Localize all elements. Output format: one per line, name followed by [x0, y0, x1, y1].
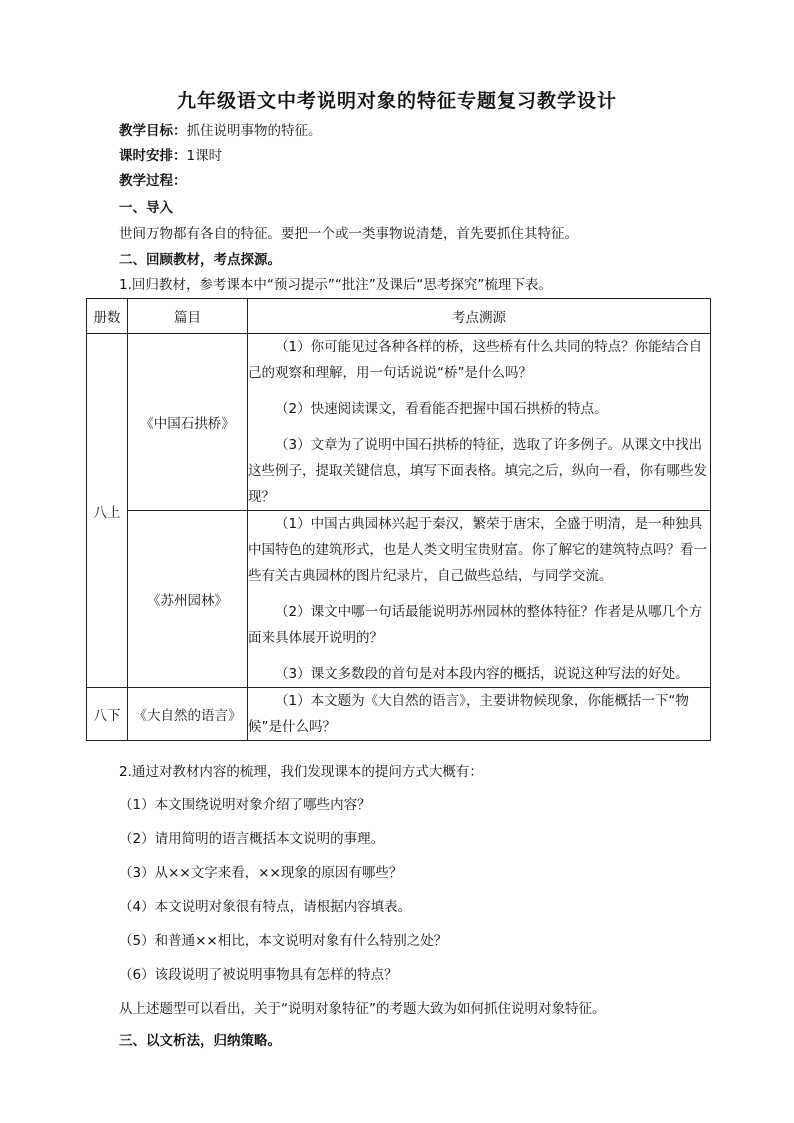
title-cell: 《大自然的语言》 [128, 688, 248, 741]
conclusion-text: 从上述题型可以看出，关于“说明对象特征”的考题大致为如何抓住说明对象特征。 [119, 1001, 606, 1017]
section1-text: 世间万物都有各自的特征。要把一个或一类事物说清楚，首先要抓住其特征。 [119, 226, 578, 242]
question-item: （2）请用简明的语言概括本文说明的事理。 [119, 831, 385, 847]
source-item: （2）课文中哪一句话最能说明苏州园林的整体特征？作者是从哪几个方面来具体展开说明的？ [248, 604, 703, 646]
header-volume: 册数 [87, 299, 128, 334]
textbook-table [86, 298, 711, 741]
source-item: （3）课文多数段的首句是对本段内容的概括，说说这种写法的好处。 [275, 666, 689, 682]
question-item: （1）本文围绕说明对象介绍了哪些内容？ [119, 797, 371, 813]
table-row [87, 688, 711, 741]
title-cell: 《苏州园林》 [128, 511, 248, 688]
source-item: （1）本文题为《大自然的语言》，主要讲物候现象，你能概括一下“物候”是什么吗？ [248, 693, 689, 735]
question-item: （5）和普通××相比，本文说明对象有什么特别之处？ [119, 933, 448, 949]
question-item: （4）本文说明对象很有特点，请根据内容填表。 [119, 899, 412, 915]
volume-cell-1: 八上 [87, 334, 128, 688]
section3-heading: 三、以文析法，归纳策略。 [119, 1033, 281, 1049]
part2-intro: 2.通过对教材内容的梳理，我们发现课本的提问方式大概有： [119, 764, 483, 780]
source-item: （3）文章为了说明中国石拱桥的特征，选取了许多例子。从课文中找出这些例子，提取关键信息，填写下面表格。填完之后，纵向一看，你有哪些发现？ [248, 437, 707, 505]
schedule-label: 课时安排： [119, 148, 187, 164]
document-title: 九年级语文中考说明对象的特征专题复习教学设计 [176, 90, 617, 112]
table-header-row [87, 299, 711, 334]
source-item: （1）中国古典园林兴起于秦汉，繁荣于唐宋，全盛于明清，是一种独具中国特色的建筑形式，也是人类文明宝贵财富。你了解它的建筑特点吗？看一些有关古典园林的图片纪录片，自己做些总结，与同学交流。 [248, 516, 707, 584]
section2-intro: 1.回归教材，参考课本中“预习提示”“批注”及课后“思考探究”梳理下表。 [119, 277, 552, 293]
process-label: 教学过程： [119, 173, 187, 189]
question-item: （3）从××文字来看，××现象的原因有哪些？ [119, 865, 403, 881]
source-cell [248, 688, 711, 741]
volume-cell-2: 八下 [87, 688, 128, 741]
schedule-line [119, 146, 222, 166]
table-row [87, 511, 711, 688]
source-cell [248, 334, 711, 511]
goal-line [119, 121, 322, 141]
source-item: （2）快速阅读课文，看看能否把握中国石拱桥的特点。 [275, 401, 608, 417]
header-title: 篇目 [128, 299, 248, 334]
goal-label: 教学目标： [119, 123, 187, 139]
table-row [87, 334, 711, 511]
source-item: （1）你可能见过各种各样的桥，这些桥有什么共同的特点？你能结合自己的观察和理解，用一句话说说“桥”是什么吗？ [248, 339, 703, 381]
section2-heading: 二、回顾教材，考点探源。 [119, 252, 281, 268]
title-cell: 《中国石拱桥》 [128, 334, 248, 511]
header-source: 考点溯源 [248, 299, 711, 334]
question-item: （6）该段说明了被说明事物具有怎样的特点？ [119, 967, 398, 983]
schedule-text: 1课时 [186, 148, 223, 164]
section1-heading: 一、导入 [119, 200, 173, 216]
goal-text: 抓住说明事物的特征。 [186, 123, 322, 139]
source-cell [248, 511, 711, 688]
